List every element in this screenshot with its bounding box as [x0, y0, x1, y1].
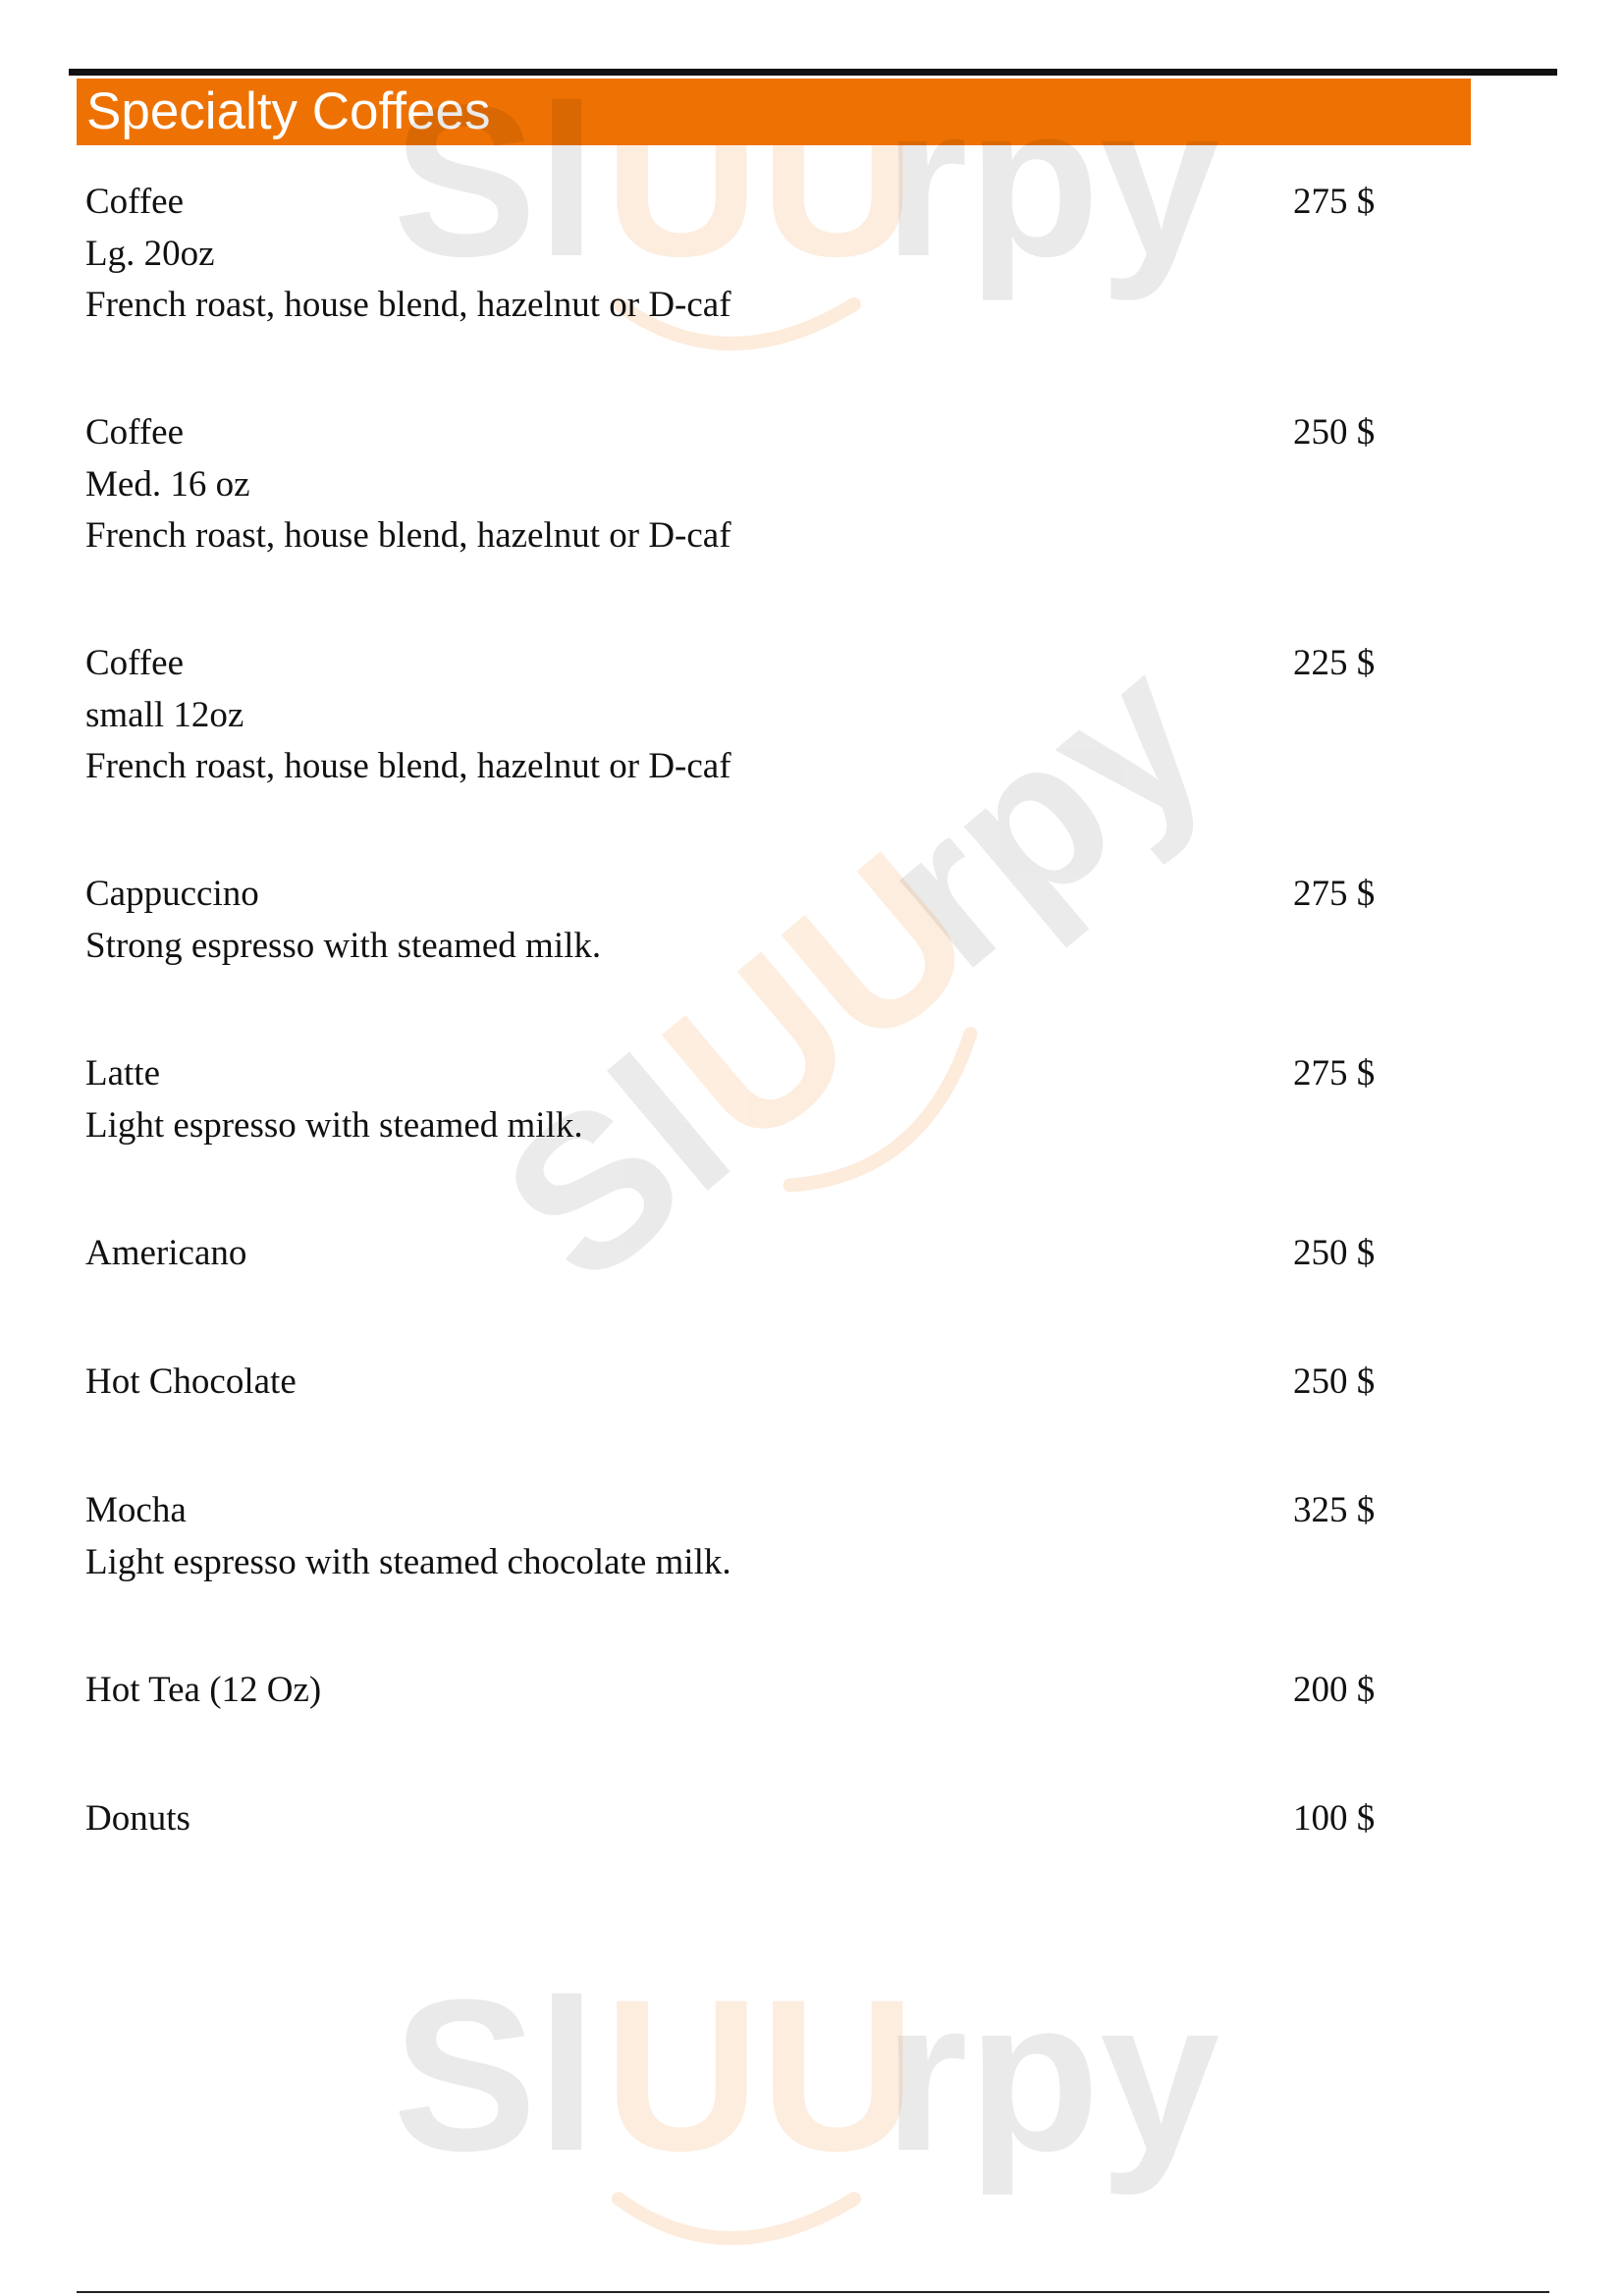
item-description: French roast, house blend, hazelnut or D-caf — [85, 515, 731, 556]
item-price: 250 $ — [1293, 1362, 1376, 1402]
svg-text:Sl: Sl — [393, 1954, 597, 2196]
menu-item — [85, 407, 1391, 562]
svg-text:Sl: Sl — [460, 1011, 772, 1329]
menu-item — [85, 1048, 1391, 1151]
item-name: Coffee — [85, 182, 184, 222]
svg-text:rpy: rpy — [884, 1954, 1220, 2196]
item-description: Strong espresso with steamed milk. — [85, 925, 602, 966]
item-size: Lg. 20oz — [85, 233, 215, 274]
svg-text:UU: UU — [604, 1954, 916, 2196]
item-name: Donuts — [85, 1798, 190, 1839]
item-name: Latte — [85, 1053, 161, 1094]
item-price: 250 $ — [1293, 412, 1376, 453]
item-name: Coffee — [85, 412, 184, 453]
item-name: Cappuccino — [85, 874, 259, 914]
menu-item — [85, 1793, 1391, 1845]
svg-text:Sl: Sl — [393, 60, 597, 301]
item-name: Hot Chocolate — [85, 1362, 297, 1402]
item-description: Light espresso with steamed milk. — [85, 1104, 583, 1146]
item-size: Med. 16 oz — [85, 463, 250, 505]
menu-item — [85, 1485, 1391, 1588]
menu-item — [85, 1357, 1391, 1409]
item-description: Light espresso with steamed chocolate milk. — [85, 1541, 731, 1582]
item-name: Coffee — [85, 643, 184, 683]
item-name: Americano — [85, 1233, 247, 1273]
item-name: Mocha — [85, 1490, 187, 1530]
item-price: 275 $ — [1293, 182, 1376, 222]
item-size: small 12oz — [85, 694, 244, 735]
item-price: 250 $ — [1293, 1233, 1376, 1273]
menu-item — [85, 1228, 1391, 1280]
menu-item — [85, 869, 1391, 972]
svg-text:UU: UU — [604, 60, 916, 301]
item-price: 275 $ — [1293, 1053, 1376, 1094]
svg-text:rpy: rpy — [836, 612, 1249, 1013]
svg-text:rpy: rpy — [884, 60, 1220, 301]
menu-item — [85, 1665, 1391, 1717]
section-title: Specialty Coffees — [86, 82, 491, 140]
item-name: Hot Tea (12 Oz) — [85, 1670, 322, 1710]
item-description: French roast, house blend, hazelnut or D-caf — [85, 285, 731, 325]
item-price: 225 $ — [1293, 643, 1376, 683]
menu-item — [85, 177, 1391, 332]
item-price: 100 $ — [1293, 1798, 1376, 1839]
menu-item — [85, 638, 1391, 793]
item-price: 325 $ — [1293, 1490, 1376, 1530]
item-price: 200 $ — [1293, 1670, 1376, 1710]
svg-text:UU: UU — [622, 807, 1016, 1193]
item-price: 275 $ — [1293, 874, 1376, 914]
item-description: French roast, house blend, hazelnut or D-caf — [85, 746, 731, 786]
